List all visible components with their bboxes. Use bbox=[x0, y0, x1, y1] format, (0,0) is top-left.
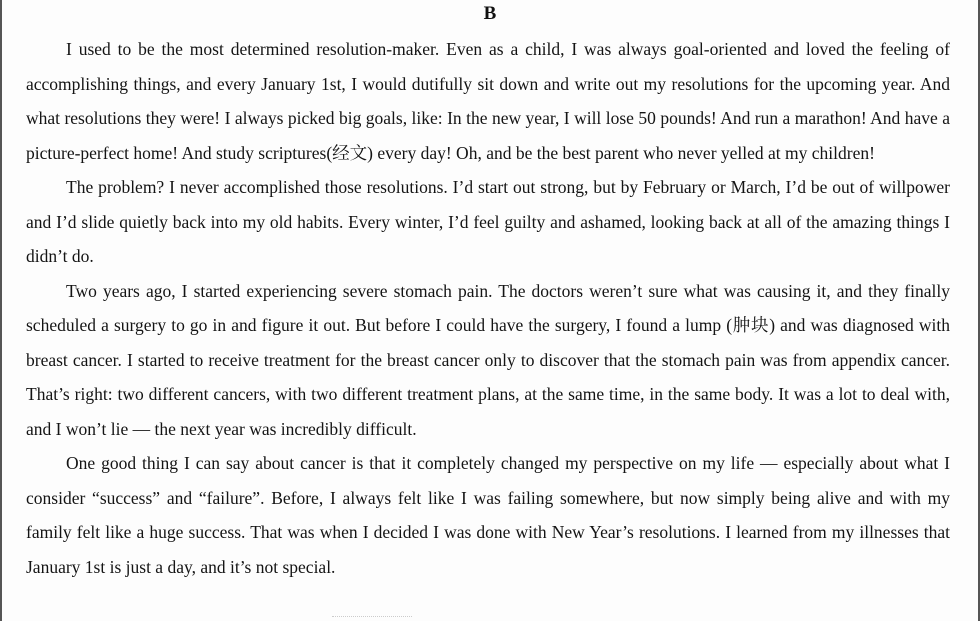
article-body bbox=[26, 32, 950, 584]
section-label: B bbox=[483, 3, 497, 24]
paragraph-1: I used to be the most determined resolution-maker. Even as a child, I was always goal-oriented and loved the feeling of accomplishing things, and every January 1st, I would dutifully sit down and write out my resolutions for the upcoming year. And what resolutions they were! I always picked big goals, like: In the new year, I will lose 50 pounds! And run a marathon! And have a picture-perfect home! And study scriptures(经文) every day! Oh, and be the best parent who never yelled at my children! bbox=[26, 39, 950, 163]
paragraph-2: The problem? I never accomplished those resolutions. I’d start out strong, but by February or March, I’d be out of willpower and I’d slide quietly back into my old habits. Every winter, I’d feel guilty and ashamed, looking back at all of the amazing things I didn’t do. bbox=[26, 177, 950, 266]
scan-artifact bbox=[332, 616, 412, 621]
paragraph-3: Two years ago, I started experiencing severe stomach pain. The doctors weren’t sure what was causing it, and they finally scheduled a surgery to go in and figure it out. But before I could have the surgery, I found a lump (肿块) and was diagnosed with breast cancer. I started to receive treatment for the breast cancer only to discover that the stomach pain was from appendix cancer. That’s right: two different cancers, with two different treatment plans, at the same time, in the same body. It was a lot to deal with, and I won’t lie — the next year was incredibly difficult. bbox=[26, 280, 950, 439]
paragraph-4: One good thing I can say about cancer is that it completely changed my perspective on my life — especially about what I consider “success” and “failure”. Before, I always felt like I was failing somewhere, but now simply being alive and with my family felt like a huge success. That was when I decided I was done with New Year’s resolutions. I learned from my illnesses that January 1st is just a day, and it’s not special. bbox=[26, 453, 950, 577]
